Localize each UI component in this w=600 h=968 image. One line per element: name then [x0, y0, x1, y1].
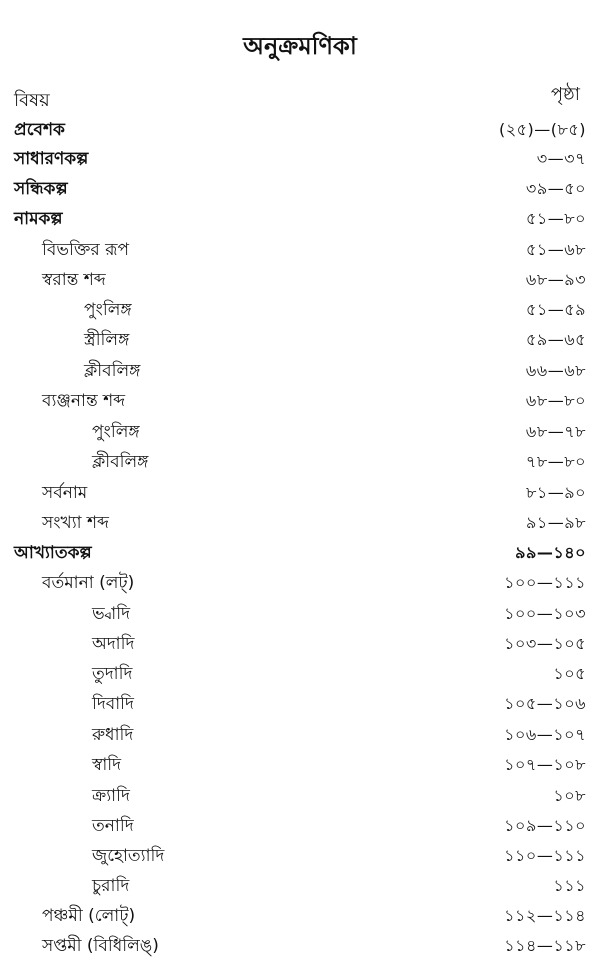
toc-row [0, 932, 600, 962]
toc-entry-label: দিবাদি [92, 694, 134, 714]
toc-entry-label: সাধারণকল্প [14, 149, 89, 169]
toc-entry-label: সন্ধিকল্প [14, 179, 68, 199]
column-header-page: পৃষ্ঠা [550, 84, 580, 105]
toc-entry-label: সর্বনাম [42, 483, 88, 503]
toc-entry-pages: ১১২—১১৪ [504, 906, 586, 925]
toc-row [0, 872, 600, 902]
toc-entry-pages: ৫৯—৬৫ [525, 330, 586, 349]
toc-row [0, 751, 600, 781]
toc-entry-label: ভ্বাদি [92, 604, 131, 624]
toc-entry-label: স্বরান্ত শব্দ [42, 270, 106, 290]
toc-entry-label: অদাদি [92, 634, 135, 654]
toc-entry-pages: ১১১ [553, 876, 586, 895]
toc-row [0, 175, 600, 205]
toc-row [0, 479, 600, 509]
toc-entry-pages: ৭৮—৮০ [525, 452, 586, 471]
toc-entry-pages: ১০৫ [553, 664, 586, 683]
toc-entry-pages: (২৫)—(৮৫) [498, 120, 586, 139]
toc-entry-pages: ৩—৩৭ [536, 149, 586, 168]
toc-row [0, 600, 600, 630]
toc-entry-pages: ৬৮—৯৩ [525, 270, 586, 289]
toc-entry-label: ক্লীবলিঙ্গ [84, 361, 141, 381]
toc-row [0, 205, 600, 235]
toc-row [0, 357, 600, 387]
toc-entry-pages: ৫১—৬৮ [525, 240, 586, 259]
toc-entry-label: সংখ্যা শব্দ [42, 513, 109, 533]
toc-row [0, 782, 600, 812]
toc-row [0, 236, 600, 266]
toc-row [0, 296, 600, 326]
toc-row [0, 902, 600, 932]
toc-entry-pages: ৮১—৯০ [525, 483, 586, 502]
toc-entry-pages: ১১০—১১১ [504, 846, 586, 865]
toc-row [0, 842, 600, 872]
toc-entry-label: স্বাদি [92, 755, 122, 775]
toc-row [0, 812, 600, 842]
toc-entry-label: ক্লীবলিঙ্গ [92, 452, 149, 472]
toc-entry-pages: ৫১—৫৯ [525, 300, 586, 319]
toc-row [0, 721, 600, 751]
toc-row [0, 690, 600, 720]
toc-entry-pages: ১০৩—১০৫ [504, 634, 586, 653]
toc-row [0, 660, 600, 690]
toc-entry-pages: ১০৫—১০৬ [504, 694, 586, 713]
toc-entry-pages: ৬৬—৬৮ [525, 361, 586, 380]
toc-entry-label: রুধাদি [92, 725, 134, 745]
toc-entry-label: জুহোত্যাদি [92, 846, 165, 866]
toc-row [0, 630, 600, 660]
toc-row [0, 387, 600, 417]
toc-entry-label: ক্র্যাদি [92, 786, 130, 806]
toc-entry-pages: ১০৮ [553, 786, 586, 805]
toc-entry-label: বর্তমানা (লট্) [42, 573, 135, 593]
toc-entry-pages: ৬৮—৮০ [525, 391, 586, 410]
toc-entry-pages: ৩৯—৫০ [525, 179, 586, 198]
page-title: অনুক্রমণিকা [243, 32, 357, 60]
toc-row [0, 509, 600, 539]
toc-row [0, 418, 600, 448]
toc-entry-label: তনাদি [92, 816, 134, 836]
toc-entry-label: আখ্যাতকল্প [14, 543, 92, 563]
toc-entry-label: পঞ্চমী (লোট্) [42, 906, 136, 926]
toc-entry-label: বিভক্তির রূপ [42, 240, 130, 260]
toc-entry-pages: ১০৭—১০৮ [504, 755, 586, 774]
toc-entry-pages: ৫১—৮০ [525, 209, 586, 228]
toc-entry-label: চুরাদি [92, 876, 130, 896]
toc-entry-label: ব্যঞ্জনান্ত শব্দ [42, 391, 126, 411]
toc-entry-pages: ১১৪—১১৮ [504, 936, 586, 955]
toc-entry-label: সপ্তমী (বিধিলিঙ্) [42, 936, 159, 956]
toc-entry-pages: ১০৯—১১০ [504, 816, 586, 835]
toc-entry-pages: ১০০—১০৩ [504, 604, 586, 623]
toc-entry-pages: ১০০—১১১ [504, 573, 586, 592]
toc-entry-pages: ৯৯—১৪০ [515, 543, 586, 562]
toc-entry-pages: ৯১—৯৮ [525, 513, 586, 532]
toc-row [0, 116, 600, 146]
toc-entry-label: পুংলিঙ্গ [92, 422, 140, 442]
toc-entry-label: স্ত্রীলিঙ্গ [84, 330, 130, 350]
toc-entry-label: তুদাদি [92, 664, 133, 684]
toc-row [0, 569, 600, 599]
toc-entry-label: প্রবেশক [14, 120, 65, 140]
toc-entry-pages: ৬৮—৭৮ [525, 422, 586, 441]
column-header-subject: বিষয় [14, 90, 50, 111]
toc-entry-label: পুংলিঙ্গ [84, 300, 132, 320]
toc-row [0, 326, 600, 356]
toc-entry-label: নামকল্প [14, 209, 63, 229]
toc-row [0, 145, 600, 175]
toc-entry-pages: ১০৬—১০৭ [504, 725, 586, 744]
toc-row [0, 539, 600, 569]
toc-row [0, 448, 600, 478]
toc-row [0, 266, 600, 296]
